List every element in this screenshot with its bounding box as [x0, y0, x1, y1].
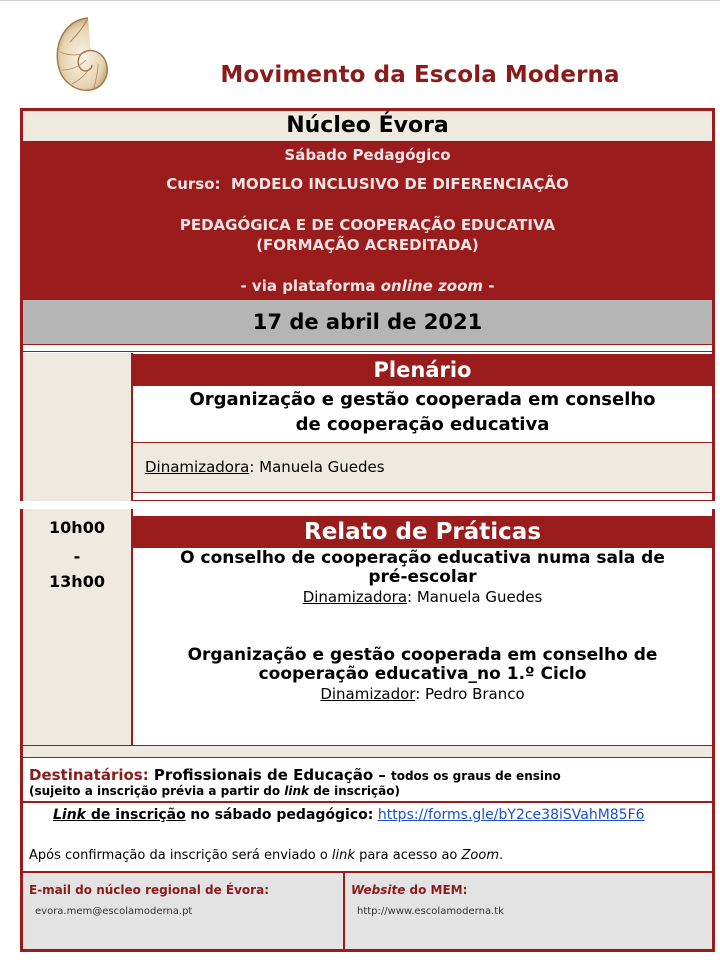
- time-column: [23, 353, 131, 501]
- event-type: Sábado Pedagógico: [284, 146, 451, 164]
- registration-line: Link de inscrição no sábado pedagógico: https://forms.gle/bY2ce38iSVahM85F6: [53, 807, 645, 823]
- audience-label: Destinatários:: [29, 766, 149, 784]
- talk-1-title-line-1: O conselho de cooperação educativa numa sala de: [180, 548, 665, 568]
- website-label: Website do MEM:: [351, 883, 468, 897]
- time-dash: -: [73, 547, 81, 566]
- registration-box: [23, 801, 712, 871]
- course-name-2: PEDAGÓGICA E DE COOPERAÇÃO EDUCATIVA: [179, 216, 556, 234]
- plenario-talk-title: Organização e gestão cooperada em conselho de cooperação educativa: [189, 389, 656, 435]
- audience-box: [23, 757, 712, 801]
- event-info-box: [23, 141, 712, 300]
- time-column: [23, 509, 131, 745]
- plenario-speaker: [133, 442, 712, 492]
- divider: [23, 745, 712, 757]
- plenario-heading: Plenário: [133, 354, 712, 386]
- link-word: Link: [53, 807, 86, 823]
- talk-1-title-line-2: pré-escolar: [368, 567, 477, 587]
- course-name-1: MODELO INCLUSIVO DE DIFERENCIAÇÃO: [230, 175, 569, 193]
- talk-2-title-line-2: cooperação educativa_no 1.º Ciclo: [258, 664, 587, 684]
- talk-1-speaker: Dinamizadora: Manuela Guedes: [302, 588, 543, 606]
- email-address[interactable]: evora.mem@escolamoderna.pt: [35, 906, 193, 917]
- audience-note: (sujeito a inscrição prévia a partir do link de inscrição): [29, 784, 400, 798]
- divider: [23, 344, 712, 352]
- time-start: 10h00: [49, 518, 105, 537]
- talk-2-speaker: Dinamizador: Pedro Branco: [320, 685, 525, 703]
- audience-detail: todos os graus de ensino: [390, 769, 561, 783]
- course-line-1: [23, 175, 712, 193]
- course-accreditation: (FORMAÇÃO ACREDITADA): [256, 236, 479, 254]
- speaker-name: : Manuela Guedes: [249, 458, 385, 476]
- website-url[interactable]: http://www.escolamoderna.tk: [357, 906, 504, 917]
- email-label: E-mail do núcleo regional de Évora:: [29, 883, 269, 897]
- platform-line: - via plataforma online zoom -: [240, 277, 495, 295]
- email-box: [23, 871, 343, 949]
- nautilus-shell-icon: [48, 12, 114, 96]
- relato-heading: Relato de Práticas: [133, 516, 712, 548]
- frame-border: [20, 949, 715, 952]
- website-box: [345, 871, 712, 949]
- time-end: 13h00: [49, 572, 105, 591]
- org-title: Movimento da Escola Moderna: [220, 62, 620, 88]
- audience-value: Profissionais de Educação –: [153, 766, 386, 784]
- audience-line: [29, 765, 561, 784]
- relato-talks: [133, 548, 712, 745]
- registration-url[interactable]: https://forms.gle/bY2ce38iSVahM85F6: [377, 807, 645, 823]
- top-divider: [0, 0, 720, 4]
- nucleo-title: Núcleo Évora: [23, 111, 712, 141]
- talk-2-title-line-1: Organização e gestão cooperada em conselho de: [187, 645, 658, 665]
- confirmation-note: Após confirmação da inscrição será enviado o link para acesso ao Zoom.: [29, 848, 504, 863]
- section-gap: [0, 501, 720, 509]
- event-date: 17 de abril de 2021: [23, 300, 712, 344]
- frame-border: [712, 108, 715, 950]
- speaker-label: Dinamizadora: [145, 458, 250, 476]
- divider: [133, 492, 712, 501]
- course-prefix: Curso:: [166, 175, 221, 193]
